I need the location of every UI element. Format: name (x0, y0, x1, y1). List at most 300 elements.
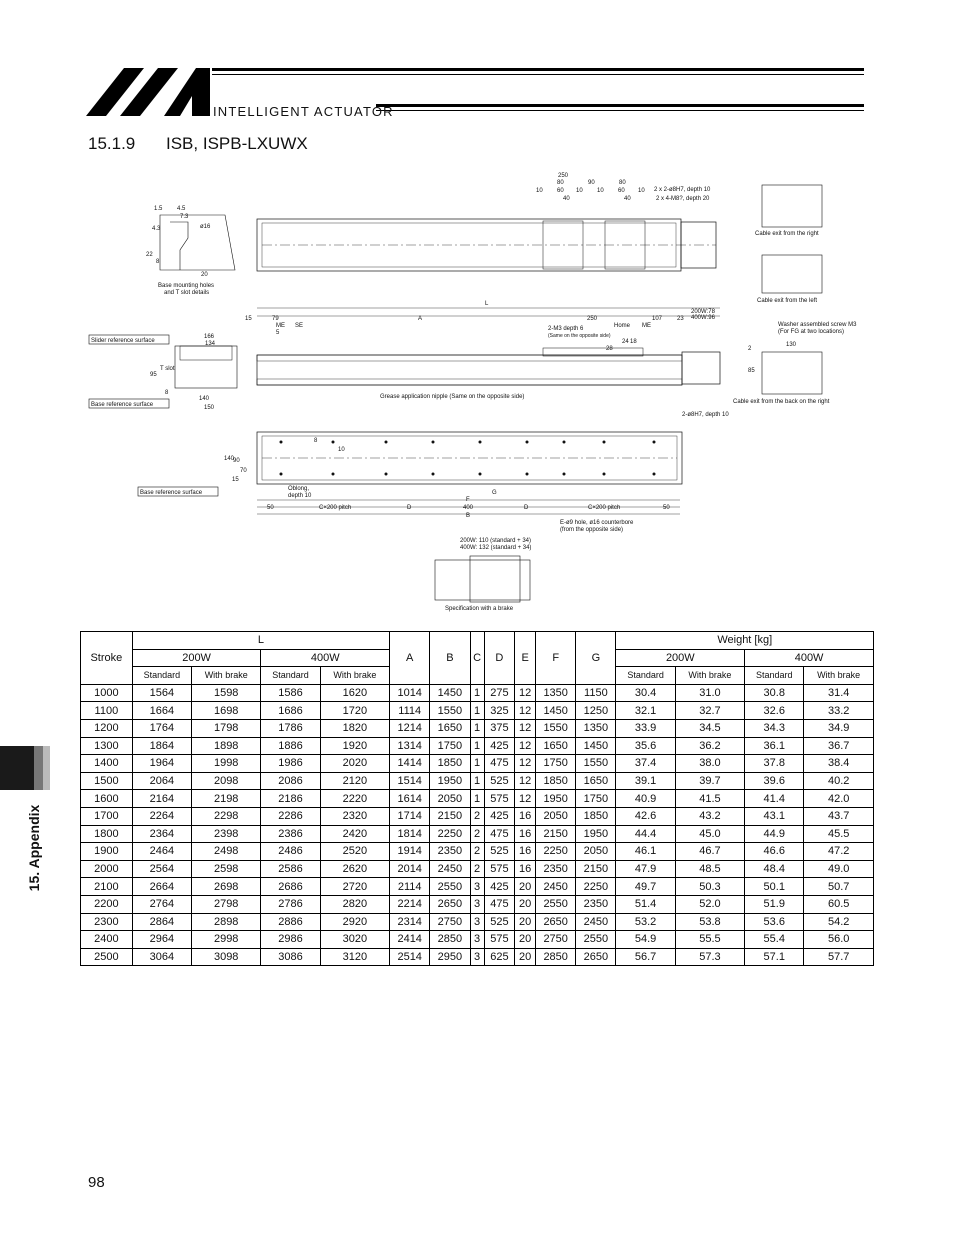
dim-bottom-140: 140 (224, 456, 235, 462)
table-cell: 2664 (132, 878, 191, 896)
table-cell: 37.4 (616, 755, 675, 773)
table-cell: 39.1 (616, 772, 675, 790)
dim-10d: 10 (638, 188, 645, 194)
header-A: A (390, 632, 430, 685)
table-cell: 2150 (576, 860, 616, 878)
table-cell: 39.7 (675, 772, 744, 790)
table-cell: 45.5 (804, 825, 874, 843)
table-cell: 2200 (81, 895, 133, 913)
table-cell: 2098 (191, 772, 260, 790)
table-cell: 1698 (191, 702, 260, 720)
table-cell: 2120 (320, 772, 389, 790)
dim-10c: 10 (597, 188, 604, 194)
header-wt-400w: 400W (745, 649, 874, 667)
table-cell: 57.3 (675, 948, 744, 966)
table-cell: 1114 (390, 702, 430, 720)
table-cell: 1714 (390, 807, 430, 825)
header-rule-2 (212, 74, 864, 75)
base-ref-label-1: Base reference surface (91, 402, 154, 408)
table-cell: 2 (470, 807, 484, 825)
table-cell: 47.2 (804, 843, 874, 861)
dim-166: 166 (204, 334, 215, 340)
brake-200w: 200W: 110 (standard + 34) (460, 538, 531, 544)
table-cell: 1950 (576, 825, 616, 843)
table-cell: 2920 (320, 913, 389, 931)
table-cell: 1014 (390, 684, 430, 702)
side-tab-shade-2 (43, 746, 50, 790)
iai-logo (86, 66, 216, 118)
table-row (81, 895, 874, 913)
table-cell: 2550 (430, 878, 470, 896)
dim-24: 24 (622, 339, 629, 345)
table-cell: 16 (515, 860, 536, 878)
table-cell: 1 (470, 772, 484, 790)
table-cell: 1786 (261, 719, 320, 737)
table-cell: 49.7 (616, 878, 675, 896)
table-cell: 1600 (81, 790, 133, 808)
motor-400w: 400W:96 (691, 315, 715, 321)
header-brake: With brake (675, 667, 744, 685)
table-cell: 2998 (191, 931, 260, 949)
table-cell: 1964 (132, 755, 191, 773)
table-cell: 1850 (576, 807, 616, 825)
dim-50b: 50 (663, 505, 670, 511)
end-view (175, 346, 237, 388)
table-cell: 2464 (132, 843, 191, 861)
table-cell: 2964 (132, 931, 191, 949)
oblong-1: Oblong, (288, 486, 310, 492)
table-cell: 2764 (132, 895, 191, 913)
table-cell: 3020 (320, 931, 389, 949)
table-cell: 2898 (191, 913, 260, 931)
table-cell: 50.1 (745, 878, 804, 896)
table-cell: 1650 (576, 772, 616, 790)
table-cell: 1214 (390, 719, 430, 737)
table-cell: 2564 (132, 860, 191, 878)
table-cell: 2264 (132, 807, 191, 825)
table-row (81, 772, 874, 790)
table-cell: 46.1 (616, 843, 675, 861)
dim-130: 130 (786, 342, 797, 348)
motor-200w: 200W:78 (691, 309, 715, 315)
table-cell: 1664 (132, 702, 191, 720)
header-B: B (430, 632, 470, 685)
table-cell: 1686 (261, 702, 320, 720)
table-cell: 30.4 (616, 684, 675, 702)
table-cell: 20 (515, 931, 536, 949)
table-cell: 2220 (320, 790, 389, 808)
table-row (81, 737, 874, 755)
table-cell: 375 (484, 719, 515, 737)
slot-caption-1: Base mounting holes (158, 283, 215, 289)
table-cell: 2750 (430, 913, 470, 931)
cable-back-label: Cable exit from the back on the right (733, 399, 830, 405)
dim-150: 150 (204, 405, 215, 411)
header-weight: Weight [kg] (616, 632, 874, 650)
table-cell: 2850 (536, 948, 576, 966)
table-cell: 42.6 (616, 807, 675, 825)
table-cell: 525 (484, 913, 515, 931)
table-cell: 53.2 (616, 913, 675, 931)
table-cell: 31.4 (804, 684, 874, 702)
table-cell: 1998 (191, 755, 260, 773)
table-cell: 1900 (81, 843, 133, 861)
table-cell: 1 (470, 737, 484, 755)
table-cell: 2020 (320, 755, 389, 773)
dim-40b: 40 (624, 196, 631, 202)
table-cell: 3 (470, 913, 484, 931)
table-cell: 1100 (81, 702, 133, 720)
table-cell: 44.9 (745, 825, 804, 843)
table-cell: 1914 (390, 843, 430, 861)
table-cell: 1450 (536, 702, 576, 720)
table-row (81, 755, 874, 773)
dim-60b: 60 (618, 188, 625, 194)
table-cell: 38.0 (675, 755, 744, 773)
header-G: G (576, 632, 616, 685)
table-cell: 3 (470, 878, 484, 896)
dim-bottom-70: 70 (240, 468, 247, 474)
table-cell: 2986 (261, 931, 320, 949)
table-cell: 1700 (81, 807, 133, 825)
table-cell: 46.7 (675, 843, 744, 861)
table-cell: 1450 (430, 684, 470, 702)
page-number: 98 (88, 1174, 105, 1191)
slot-7-3: 7.3 (180, 214, 189, 220)
table-row (81, 860, 874, 878)
header-std: Standard (261, 667, 320, 685)
table-cell: 2500 (81, 948, 133, 966)
table-cell: 47.9 (616, 860, 675, 878)
table-cell: 2 (470, 843, 484, 861)
dim-bottom-90: 90 (233, 458, 240, 464)
table-cell: 48.4 (745, 860, 804, 878)
slot-phi16: ø16 (200, 224, 211, 230)
table-cell: 2350 (430, 843, 470, 861)
dim-10a: 10 (536, 188, 543, 194)
table-cell: 2520 (320, 843, 389, 861)
brake-caption: Specification with a brake (445, 606, 514, 612)
table-cell: 425 (484, 737, 515, 755)
table-cell: 50.7 (804, 878, 874, 896)
table-cell: 1750 (430, 737, 470, 755)
table-cell: 42.0 (804, 790, 874, 808)
table-cell: 32.7 (675, 702, 744, 720)
table-cell: 1414 (390, 755, 430, 773)
table-cell: 1864 (132, 737, 191, 755)
table-cell: 2420 (320, 825, 389, 843)
table-cell: 1720 (320, 702, 389, 720)
dim-bottom-8: 8 (314, 438, 318, 444)
table-cell: 2720 (320, 878, 389, 896)
table-cell: 55.5 (675, 931, 744, 949)
table-cell: 1550 (576, 755, 616, 773)
table-cell: 46.6 (745, 843, 804, 861)
table-row (81, 807, 874, 825)
table-cell: 3120 (320, 948, 389, 966)
slot-1-5: 1.5 (154, 206, 163, 212)
table-cell: 2698 (191, 878, 260, 896)
table-cell: 2320 (320, 807, 389, 825)
dim-side-250: 250 (587, 316, 598, 322)
table-cell: 12 (515, 684, 536, 702)
table-cell: 1200 (81, 719, 133, 737)
table-cell: 2864 (132, 913, 191, 931)
table-cell: 575 (484, 790, 515, 808)
dim-60a: 60 (557, 188, 564, 194)
table-cell: 1550 (430, 702, 470, 720)
table-cell: 36.7 (804, 737, 874, 755)
brake-detail (435, 560, 530, 600)
hole-note-2: (from the opposite side) (560, 527, 624, 533)
table-cell: 3064 (132, 948, 191, 966)
table-cell: 56.0 (804, 931, 874, 949)
table-cell: 1514 (390, 772, 430, 790)
table-row (81, 825, 874, 843)
table-cell: 2064 (132, 772, 191, 790)
table-cell: 43.2 (675, 807, 744, 825)
cable-right-label: Cable exit from the right (755, 231, 819, 237)
table-cell: 1400 (81, 755, 133, 773)
dimension-drawing (0, 160, 954, 620)
table-cell: 2586 (261, 860, 320, 878)
table-cell: 16 (515, 843, 536, 861)
dim-23: 23 (677, 316, 684, 322)
table-cell: 575 (484, 860, 515, 878)
table-cell: 1850 (430, 755, 470, 773)
table-cell: 1 (470, 702, 484, 720)
cable-left-label: Cable exit from the left (757, 298, 818, 304)
table-cell: 2850 (430, 931, 470, 949)
table-cell: 1500 (81, 772, 133, 790)
table-cell: 12 (515, 702, 536, 720)
table-cell: 1 (470, 719, 484, 737)
table-cell: 2186 (261, 790, 320, 808)
washer-note-1: Washer assembled screw M3 (778, 322, 857, 328)
table-cell: 43.7 (804, 807, 874, 825)
table-cell: 2198 (191, 790, 260, 808)
table-cell: 1950 (430, 772, 470, 790)
header-brake: With brake (191, 667, 260, 685)
table-cell: 34.9 (804, 719, 874, 737)
table-cell: 36.1 (745, 737, 804, 755)
table-cell: 3 (470, 895, 484, 913)
table-cell: 1886 (261, 737, 320, 755)
table-cell: 1764 (132, 719, 191, 737)
section-title: ISB, ISPB-LXUWX (166, 134, 308, 153)
table-cell: 32.1 (616, 702, 675, 720)
se-label: SE (295, 323, 304, 329)
header-D: D (484, 632, 515, 685)
table-cell: 1350 (536, 684, 576, 702)
brake-400w: 400W: 132 (standard + 34) (460, 545, 532, 551)
table-cell: 2100 (81, 878, 133, 896)
table-cell: 48.5 (675, 860, 744, 878)
table-cell: 37.8 (745, 755, 804, 773)
table-cell: 1598 (191, 684, 260, 702)
dim-A: A (418, 316, 423, 322)
table-cell: 1614 (390, 790, 430, 808)
table-cell: 20 (515, 878, 536, 896)
header-L-200w: 200W (132, 649, 261, 667)
me-label: ME (276, 323, 285, 329)
slider-ref-label: Slider reference surface (91, 338, 155, 344)
table-cell: 34.3 (745, 719, 804, 737)
header-wt-200w: 200W (616, 649, 745, 667)
table-cell: 40.2 (804, 772, 874, 790)
header-L-400w: 400W (261, 649, 390, 667)
table-cell: 53.6 (745, 913, 804, 931)
table-cell: 35.6 (616, 737, 675, 755)
washer-note-2: (For FG at two locations) (778, 329, 845, 335)
header-rule-3 (376, 104, 864, 107)
table-cell: 2414 (390, 931, 430, 949)
table-cell: 32.6 (745, 702, 804, 720)
dim-G: G (492, 490, 497, 496)
table-cell: 2450 (536, 878, 576, 896)
table-cell: 2398 (191, 825, 260, 843)
table-cell: 1920 (320, 737, 389, 755)
header-F: F (536, 632, 576, 685)
slot-4-3: 4.3 (152, 226, 161, 232)
table-cell: 56.7 (616, 948, 675, 966)
table-row (81, 913, 874, 931)
table-cell: 2650 (430, 895, 470, 913)
slot-22: 22 (146, 252, 153, 258)
table-cell: 2400 (81, 931, 133, 949)
table-cell: 31.0 (675, 684, 744, 702)
table-cell: 2550 (536, 895, 576, 913)
table-cell: 2114 (390, 878, 430, 896)
table-cell: 1750 (536, 755, 576, 773)
table-cell: 53.8 (675, 913, 744, 931)
dim-B: B (466, 513, 471, 519)
table-row (81, 790, 874, 808)
table-cell: 2798 (191, 895, 260, 913)
table-cell: 1950 (536, 790, 576, 808)
header-rule-4 (376, 110, 864, 111)
dim-90: 90 (588, 180, 595, 186)
section-heading (88, 134, 308, 154)
table-cell: 40.9 (616, 790, 675, 808)
table-row (81, 702, 874, 720)
table-cell: 2498 (191, 843, 260, 861)
table-cell: 1 (470, 755, 484, 773)
table-cell: 41.4 (745, 790, 804, 808)
dim-79: 79 (272, 316, 279, 322)
table-cell: 2 (470, 860, 484, 878)
table-cell: 425 (484, 807, 515, 825)
table-cell: 3086 (261, 948, 320, 966)
table-row (81, 719, 874, 737)
table-cell: 1350 (576, 719, 616, 737)
dim-18: 18 (630, 339, 637, 345)
table-cell: 2150 (536, 825, 576, 843)
table-cell: 1800 (81, 825, 133, 843)
table-cell: 54.2 (804, 913, 874, 931)
table-cell: 1314 (390, 737, 430, 755)
table-cell: 16 (515, 807, 536, 825)
header-stroke: Stroke (81, 632, 133, 685)
table-row (81, 948, 874, 966)
table-cell: 1750 (576, 790, 616, 808)
dim-134: 134 (205, 341, 216, 347)
table-cell: 425 (484, 878, 515, 896)
side-view-body (257, 355, 682, 385)
table-cell: 2598 (191, 860, 260, 878)
table-cell: 2250 (536, 843, 576, 861)
dim-140: 140 (199, 396, 210, 402)
table-cell: 12 (515, 790, 536, 808)
dim-L: L (485, 301, 489, 307)
table-row (81, 843, 874, 861)
table-cell: 2650 (576, 948, 616, 966)
table-cell: 2150 (430, 807, 470, 825)
table-cell: 2350 (536, 860, 576, 878)
dim-250: 250 (558, 173, 569, 179)
table-cell: 1814 (390, 825, 430, 843)
dim-28: 28 (606, 346, 613, 352)
table-cell: 475 (484, 895, 515, 913)
table-cell: 20 (515, 895, 536, 913)
tslot-label: T slot (160, 366, 175, 372)
table-cell: 2450 (576, 913, 616, 931)
dim-pitch-a: C×200 pitch (319, 505, 352, 511)
header-brake: With brake (804, 667, 874, 685)
table-cell: 55.4 (745, 931, 804, 949)
table-cell: 2620 (320, 860, 389, 878)
table-cell: 2164 (132, 790, 191, 808)
table-cell: 1898 (191, 737, 260, 755)
table-cell: 475 (484, 825, 515, 843)
table-cell: 1586 (261, 684, 320, 702)
table-row (81, 931, 874, 949)
table-cell: 51.9 (745, 895, 804, 913)
table-cell: 2786 (261, 895, 320, 913)
slot-20: 20 (201, 272, 208, 278)
table-cell: 2450 (430, 860, 470, 878)
table-cell: 20 (515, 948, 536, 966)
dim-bottom-15: 15 (232, 477, 239, 483)
table-cell: 2350 (576, 895, 616, 913)
table-cell: 39.6 (745, 772, 804, 790)
dim-85: 85 (748, 368, 755, 374)
table-cell: 1986 (261, 755, 320, 773)
table-cell: 2298 (191, 807, 260, 825)
header-std: Standard (616, 667, 675, 685)
table-cell: 12 (515, 719, 536, 737)
table-cell: 525 (484, 772, 515, 790)
table-cell: 2886 (261, 913, 320, 931)
table-row (81, 878, 874, 896)
table-cell: 2214 (390, 895, 430, 913)
table-cell: 2750 (536, 931, 576, 949)
table-cell: 2250 (576, 878, 616, 896)
table-cell: 625 (484, 948, 515, 966)
table-cell: 2386 (261, 825, 320, 843)
dim-2: 2 (748, 346, 752, 352)
dim-15: 15 (245, 316, 252, 322)
table-cell: 36.2 (675, 737, 744, 755)
table-cell: 575 (484, 931, 515, 949)
slot-caption-2: and T slot details (164, 290, 210, 296)
tap-note: 2 x 4-M8?, depth 20 (656, 196, 710, 202)
dim-bottom-10: 10 (338, 447, 345, 453)
table-cell: 38.4 (804, 755, 874, 773)
table-cell: 12 (515, 772, 536, 790)
table-cell: 2250 (430, 825, 470, 843)
dim-40a: 40 (563, 196, 570, 202)
